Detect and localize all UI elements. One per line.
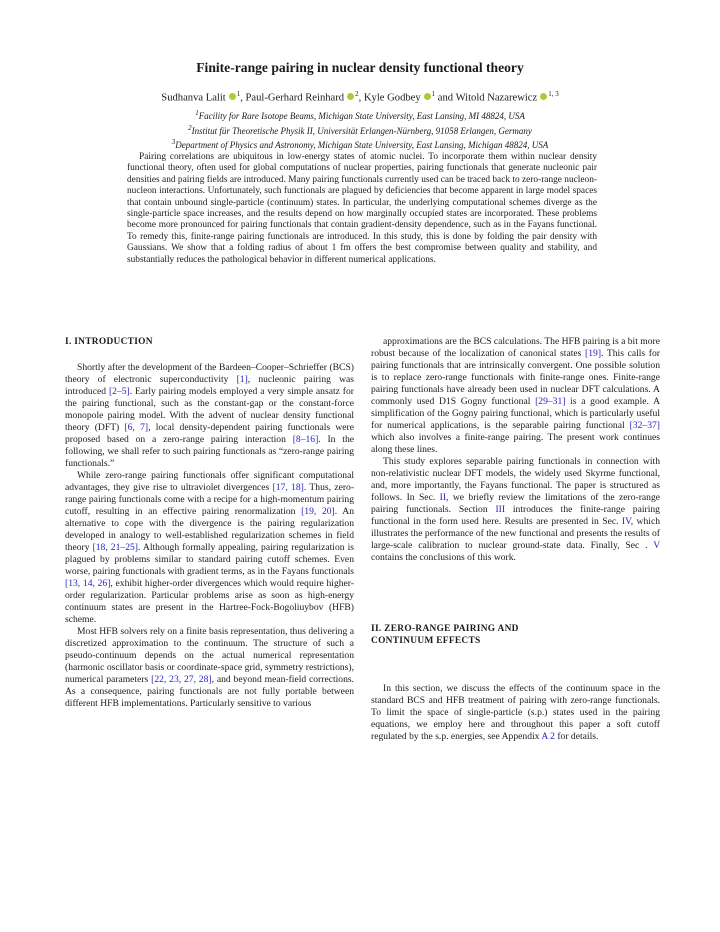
left-column <box>65 336 354 710</box>
author-name: Witold Nazarewicz <box>455 92 538 104</box>
affiliation-mark: 3 <box>171 138 176 146</box>
citation-link[interactable]: [29–31] <box>535 396 566 407</box>
paragraph-text: In this section, we discuss the effects of the continuum space in the standard BCS and HFB treatment of pairing with zero-range functionals. To limit the space of single-particle (s.p.) states used in the pairing equations, we employ here and throughout this paper a soft cutoff regulated by the s.p. energies, see Appendix <box>371 683 660 742</box>
affiliation-text: Institut für Theoretische Physik II, Universität Erlangen-Nürnberg, 91058 Erlangen, Germany <box>191 125 532 136</box>
orcid-icon[interactable] <box>424 93 431 100</box>
citation-link[interactable]: [2–5] <box>108 386 130 397</box>
section-heading-zero-range-line2: CONTINUUM EFFECTS <box>371 636 481 646</box>
orcid-icon[interactable] <box>229 93 236 100</box>
affiliation-line <box>70 123 650 138</box>
body-paragraph <box>65 470 354 626</box>
orcid-icon[interactable] <box>540 93 547 100</box>
citation-link[interactable]: [19, 20] <box>301 506 335 517</box>
citation-link[interactable]: V <box>653 540 660 551</box>
paragraph-text: This study explores separable pairing functionals in connection with non-relativistic nuclear DFT models, the widely used Skyrme functional, and, more importantly, the Fayans functional. The paper is structured as follows. In Sec. <box>371 456 660 503</box>
author-affiliation-mark: 2 <box>355 90 359 98</box>
paragraph-text: Most HFB solvers rely on a finite basis representation, thus delivering a discretized approximation to the continuum. The structure of such a pseudo-continuum depends on the actual numerical representation (harmonic oscillator basis or coordinate-space grid, symmetry restrictions), numerical parameters <box>65 626 354 685</box>
citation-link[interactable]: [13, 14, 26] <box>65 578 111 589</box>
orcid-icon[interactable] <box>347 93 354 100</box>
citation-link[interactable]: [1] <box>236 374 248 385</box>
author-affiliation-mark: 1 <box>236 90 241 98</box>
paragraph-text: . An alternative to cope with the divergence is the pairing regularization developed in analogy to well-established regularization schemes in field theory <box>65 506 355 553</box>
citation-link[interactable]: [19] <box>585 348 602 359</box>
body-paragraph <box>65 626 354 710</box>
paragraph-text: , which illustrates the performance of the new functional and presents the results of large-scale calibration to nuclear ground-state data. Finally, Sec . <box>371 516 660 551</box>
section-heading-zero-range <box>371 623 660 647</box>
affiliation-line <box>70 108 650 123</box>
right-column <box>371 336 660 743</box>
left-column-paragraphs <box>65 362 354 710</box>
affiliation-text: Department of Physics and Astronomy, Michigan State University, East Lansing, Michigan 48824, USA <box>175 140 549 150</box>
paragraph-text: , and beyond mean-field corrections. As a consequence, pairing functionals are not fully portable between different HFB implementations. Particularly sensitive to various <box>65 674 355 709</box>
paragraph-text: , we briefly review the limitations of the zero-range pairing functionals. Section <box>371 492 660 515</box>
citation-link[interactable]: [17, 18] <box>272 482 304 493</box>
section-heading-zero-range-line1: II. ZERO-RANGE PAIRING AND <box>371 624 519 634</box>
paragraph-text: . Although formally appealing, pairing regularization is plagued by problems similar to standard pairing cutoff schemes. Even worse, pairing functionals with gradient terms, as in the Fayans functionals <box>65 542 354 577</box>
body-paragraph <box>371 336 660 456</box>
author-affiliation-mark: 1 <box>431 90 436 98</box>
right-column-paragraphs-top <box>371 336 660 564</box>
paragraph-text: contains the conclusions of this work. <box>371 552 516 563</box>
body-paragraph <box>65 362 354 470</box>
paragraph-text: , nucleonic pairing was introduced <box>65 374 354 397</box>
affiliation-list <box>70 108 650 152</box>
author-list <box>70 90 650 104</box>
paragraph-text: which also involves a finite-range pairing. The present work continues along these lines. <box>371 432 660 455</box>
right-column-paragraphs-bottom <box>371 683 660 743</box>
paragraph-text: While zero-range pairing functionals offer significant computational advantages, they give rise to ultraviolet divergences <box>65 470 354 493</box>
citation-link[interactable]: [32–37] <box>629 420 660 431</box>
paragraph-text: introduces the finite-range pairing functional in the form used here. Results are presented in Sec. <box>371 504 660 527</box>
citation-link[interactable]: IV <box>621 516 631 527</box>
affiliation-mark: 2 <box>188 123 192 132</box>
arxiv-identifier-stamp <box>2 255 46 655</box>
citation-link[interactable]: [8–16] <box>292 434 319 445</box>
affiliation-mark: 1 <box>195 109 199 117</box>
affiliation-text: Facility for Rare Isotope Beams, Michigan State University, East Lansing, MI 48824, USA <box>198 111 525 121</box>
author-separator: , <box>240 92 246 104</box>
arxiv-identifier-svg <box>2 255 46 655</box>
paragraph-text: , exhibit higher-order divergences which would require higher-order regularization. Particular problems arise as soon as high-energy continuum states are present in the Hartree-Fock-Bogoliuybov (HFB) scheme. <box>65 578 355 625</box>
body-paragraph <box>371 683 660 743</box>
author-name: Kyle Godbey <box>363 92 421 104</box>
abstract: Pairing correlations are ubiquitous in low-energy states of atomic nuclei. To incorporate them within nuclear density functional theory, often used for global computations of nuclear properties, pairing functionals that generate nucleonic pair densities and pairing fields are introduced. Many pairing functionals currently used can be traced back to zero-range nucleon-nucleon interactions. Unfortunately, such functionals are plagued by deficiencies that become apparent in large model spaces that contain unbound single-particle (continuum) states. In particular, the underlying computational schemes diverge as the single-particle space increases, and the results depend on how marginally occupied states are incorporated. These problems become more pronounced for pairing functionals that contain gradient-density dependence, such as in the Fayans functional. To remedy this, finite-range pairing functionals are introduced. In this study, this is done by folding the pair density with Gaussians. We show that a folding radius of about 1 fm offers the best compromise between quality and stability, and substantially reduces the pathological behavior in different numerical applications. <box>127 152 597 265</box>
author-name: Sudhanva Lalit <box>161 92 226 104</box>
paragraph-text: . This calls for pairing functionals that are intrinsically convergent. One possible solution is to replace zero-range functionals with finite-range ones. Finite-range pairing functionals have already been used in nuclear DFT calculations. A commonly used D1S Gogny functional <box>371 348 660 407</box>
citation-link[interactable]: [22, 23, 27, 28] <box>151 674 212 685</box>
citation-link[interactable]: [18, 21–25] <box>92 542 138 553</box>
paragraph-text: , local density-dependent pairing functionals were proposed based on a zero-range pairing interaction <box>65 422 354 445</box>
paragraph-text: . Early pairing models employed a very simple ansatz for the pairing functional, such as the constant-gap or the constant-force monopole pairing model. With the advent of nuclear density functional theory (DFT) <box>65 386 354 433</box>
paragraph-text: Shortly after the development of the Bardeen–Cooper–Schrieffer (BCS) theory of electronic superconductivity <box>65 362 354 385</box>
citation-link[interactable]: A 2 <box>541 731 555 742</box>
citation-link[interactable]: [6, 7] <box>124 422 149 433</box>
affiliation-line <box>70 137 650 152</box>
paragraph-text: approximations are the BCS calculations. The HFB pairing is a bit more robust because of the localization of canonical states <box>371 336 660 359</box>
author-separator: , <box>358 92 364 104</box>
paragraph-text: . Thus, zero-range pairing functionals come with a recipe for a high-momentum pairing cutoff, resulting in an effective pairing renormalization <box>65 482 355 517</box>
paragraph-text: . In the following, we shall refer to such pairing functionals as “zero-range pairing functionals.” <box>65 434 354 469</box>
section-heading-introduction: I. INTRODUCTION <box>65 337 153 347</box>
author-affiliation-mark: 1, 3 <box>548 90 559 98</box>
author-separator: and <box>435 92 456 104</box>
paragraph-text: is a good example. A simplification of the Gogny pairing functional, which is particularly useful for numerical applications, is the separable pairing functional <box>371 396 660 431</box>
citation-link[interactable]: III <box>495 504 506 515</box>
author-name: Paul-Gerhard Reinhard <box>245 92 345 104</box>
body-paragraph <box>371 456 660 564</box>
paragraph-text: for details. <box>554 731 599 742</box>
citation-link[interactable]: II <box>439 492 447 503</box>
paper-title: Finite-range pairing in nuclear density functional theory <box>196 60 524 75</box>
